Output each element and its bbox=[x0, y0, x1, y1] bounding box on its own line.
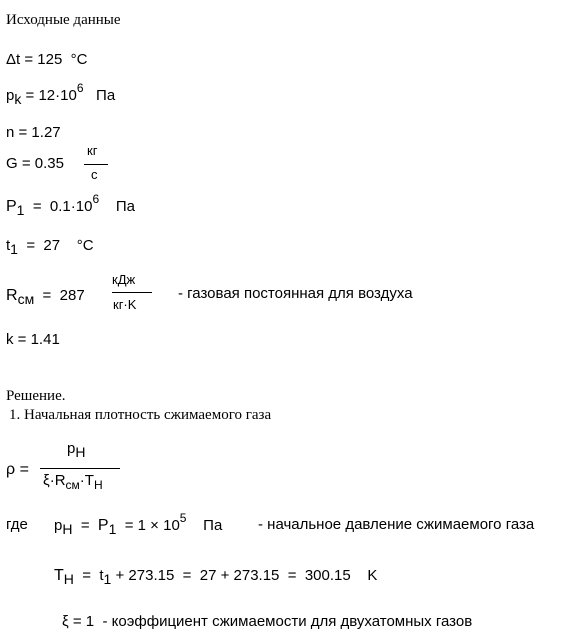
formula-t1: t1 = 27 °C bbox=[6, 237, 94, 257]
xi-note: - коэффициент сжимаемости для двухатомных газов bbox=[102, 613, 473, 630]
formula-Rsm: Rсм = 287 bbox=[6, 287, 85, 307]
P1-value: 0.1·10 bbox=[49, 198, 93, 215]
formula-delta-t: Δt = 125 °C bbox=[6, 51, 88, 68]
formula-G: G = 0.35 bbox=[6, 155, 64, 172]
formula-P1: $P1 = 0.1\cdot 10^6$ Па bbox=[6, 192, 135, 218]
formula-xi: ξ = 1 - коэффициент сжимаемости для двухатомных газов bbox=[62, 613, 473, 630]
G-unit-fraction: кг с bbox=[84, 143, 108, 183]
fraction-bar bbox=[112, 292, 152, 293]
Rsm-note: - газовая постоянная для воздуха bbox=[178, 285, 413, 302]
fraction-bar bbox=[40, 468, 120, 469]
where-label: где bbox=[6, 516, 28, 533]
formula-TH: TH = t1 + 273.15 = 27 + 273.15 = 300.15 K bbox=[54, 567, 378, 587]
delta-t-symbol: Δt bbox=[6, 51, 21, 68]
solution-step-1: 1. Начальная плотность сжимаемого газа bbox=[9, 407, 272, 423]
TH-calculation: + 273.15 = 27 + 273.15 = 300.15 bbox=[115, 567, 351, 584]
pk-unit: Па bbox=[96, 87, 116, 104]
delta-t-value: 125 bbox=[37, 51, 63, 68]
P1-unit: Па bbox=[115, 198, 135, 215]
Rsm-unit-fraction: кДж кг·K bbox=[112, 272, 152, 316]
formula-k: k = 1.41 bbox=[6, 331, 60, 348]
G-value: 0.35 bbox=[34, 155, 64, 172]
pH-value: 1 × 10 bbox=[137, 517, 180, 534]
pk-value: 12·10 bbox=[38, 87, 77, 104]
solution-heading: Решение. bbox=[6, 388, 66, 404]
given-heading: Исходные данные bbox=[6, 12, 121, 28]
pH-note: - начальное давление сжимаемого газа bbox=[258, 516, 535, 533]
t1-unit: °C bbox=[76, 237, 94, 254]
formula-n: n = 1.27 bbox=[6, 124, 61, 141]
fraction-bar bbox=[84, 164, 108, 165]
TH-unit: K bbox=[367, 567, 378, 584]
Rsm-value: 287 bbox=[59, 287, 85, 304]
rho-fraction bbox=[40, 440, 120, 496]
rho-numerator: pH bbox=[67, 440, 86, 460]
formula-pk: pk = $12\cdot 10^6$ Па bbox=[6, 81, 116, 107]
pH-unit: Па bbox=[203, 517, 223, 534]
t1-value: 27 bbox=[43, 237, 61, 254]
delta-t-unit: °C bbox=[70, 51, 88, 68]
formula-rho-lhs: ρ = bbox=[6, 461, 29, 478]
formula-pH: pH = $P1 = 1 \times 10^5$ Па bbox=[54, 511, 223, 537]
rho-denominator: $\xi\cdot R_{см}\cdot T_H$ bbox=[43, 472, 103, 492]
